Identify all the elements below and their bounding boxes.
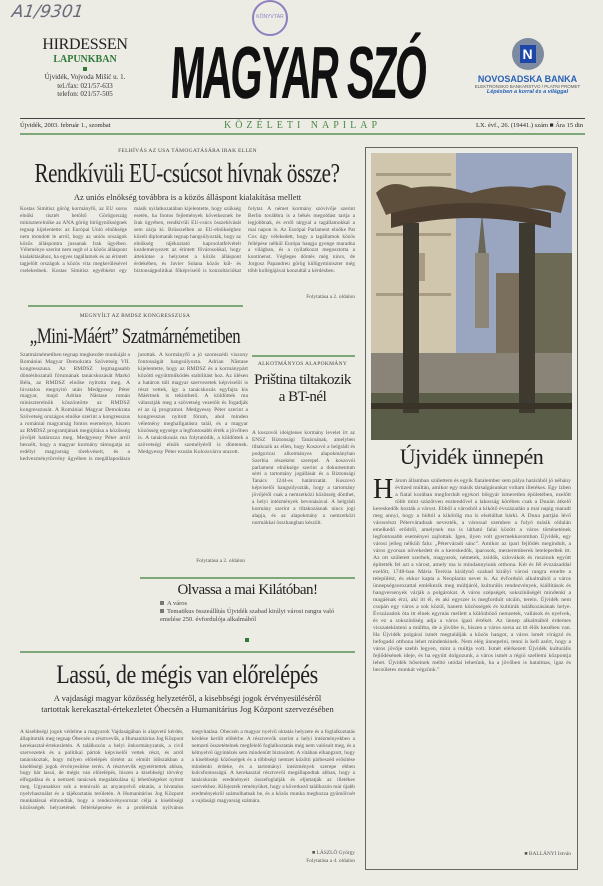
article4-subhead: A vajdasági magyar közösség helyzetéről, a kisebbségi jogok érvényesüléséről tartottak kerekasztal-értekezletet Óbecsén a Humanitárius Jog Központ szervezésében: [41, 693, 334, 714]
article4-author: ■ LÁSZLÓ György: [312, 850, 355, 856]
kilato-item: A város: [160, 600, 345, 608]
article2-body-continued: [20, 567, 128, 647]
divider: [252, 355, 355, 357]
article4-body: A kisebbségi jogok védelme a magyarok Vajdaságában is alapvető kérdés, állapították meg tegnap Óbecsén a résztvevők, a Humanitárius Jog Központ kerekasztal-értekezletén. A találkozón a helyi önkormányzatok, a civil szervezetek és a politikai pártok képviselői vettek részt, és arról tanácskoztak, hogy milyen előrelépés történt az elmúlt időszakban a kisebbségi jogok érvényesítése terén. A résztvevők egyetértettek abban, hogy bár lassú, de mégis van előrelépés, hiszen a kisebbségi törvény elfogadása és a nemzeti tanácsok megalakulása új lehetőségeket nyitott meg. Ugyanakkor sok a tennivaló az anyanyelvű oktatás, a hivatalos nyelvhasználat és a tájékoztatás területén. A Humanitárius Jog Központ munkatársai elmondták, hogy a rendezvénysorozat célja a kisebbségi közösségek helyzetének feltérképezése és a problémák nyilvános megvitatása. Óbecsén a magyar nyelvű oktatás helyzete és a foglalkoztatás kérdése került előtérbe. A résztvevők szerint a helyi intézményekben a nemzeti összetételnek megfelelő foglalkoztatás még nem valósult meg, és a kétnyelvű ügyintézés sem mindenütt biztosított. A vitában elhangzott, hogy a kisebbségi közösségek és a többségi nemzet közötti párbeszéd erősítése mindenki érdeke, és a tartományi intézmények szerepe ebben kulcsfontosságú. A kerekasztal résztvevői megállapodtak abban, hogy a tanácskozás eredményeit összefoglalják és eljuttatják az illetékes szervekhez. Kifejezték reményüket, hogy a következő találkozón már újabb eredményekről számolhatnak be, és a közös munka meghozza gyümölcsét a vajdasági magyarság számára.: [20, 729, 355, 811]
article1-body: Kostas Simitisz görög kormányfő, az EU soros elnöki tisztét betöltő Görögország miniszterelnöke az ANA görög hírügynökségnek tegnap kijelentette: az Európai Unió elnöksége nem mondott le arról, hogy az uniós országok közös álláspontra jussanak Irak ügyében. Véleménye szerint nem segít el a közös álláspont kialakításához, ha egyes tagállamok és az érintett tagjelölt országok a közös vita megkerülésével cselekednek. Kostas Simitisz egyébként egy másik nyilatkozatában kijelentette, hogy szükség esetén, ha fontos fejlemények következnek be Irak ügyében, rendkívüli EU-csúcs összehívását sem zárja ki. Brüsszelben az EU-elnökséghez közeli diplomaták tegnap hangsúlyozták, hogy az elnökség tájékoztató kapcsolatfelvételt kezdeményezett az érintett fővárosokkal, hogy áttekintse a helyzetet a közös álláspont érdekében, és Javier Solana közös kül- és biztonságpolitikai főképviselő is konzultációkat folytat. A német kormány szóvivője szerint Berlin továbbra is a békés megoldást tartja a legjobbnak, és erről tárgyal a tagállamokkal a mai napon is. Az Európai Parlament elnöke Pat Cox úgy vélekedett, hogy a tagállamok közös fellépése nélkül Európa hangja gyenge maradna a világban, és a nyilatkozat megosztotta a kontinenst. Végleges döntés még nincs, de Jorgosz Papandreu görög külügyminiszter még több kollégájával konzultál a kérdésben.: [20, 206, 355, 275]
divider: [20, 133, 585, 135]
issue-info: LX. évf., 26. (19441.) szám ■ Ára 15 din: [476, 122, 583, 129]
article5-headline: Újvidék ünnepén: [399, 444, 544, 469]
article5-text: árom államban születtem és egyik fiatalember sem pálya határából jó néhány évtized múltán, amikor egy másik társalgásunkat voltam illetékes. Egy ízben a fiatal korában megfordult egykori bőrgyár ismeretlen épületében, ezelőtt több mint százötven esztendővel a lakosság körében csak a Dunán átkelő kereskedők hozták a várost. Ebből a városból a kikötő évszázadán a mai napig maradt meg annyi, hogy a hídtól a kikötőig ma is elsétálhat bárki. A Duna partján lévő városrészt Péterváradnak nevezték, a várossal szemben a folyó másik oldalán emelkedő erődről, amelynek ma is látható falai között a város történetének legfontosabb eseményei zajlottak. Igen, ilyen volt gyermekkoromban Újvidék, egy városi jelleg nélküli falu: „Péterváradi sánc”. Amikor az ipari fejlődés megindult, a város gyorsan növekedett és a kereskedők, iparosok, mesteremberek letelepedtek itt. Az ott született szerbek, magyarok, németek, zsidók, szlovákok és ruszinok együtt építették fel azt a várost, amely ma is mindannyiunk otthona. Két és fél évszázaddal ezelőtt, 1748-ban Mária Terézia királynő szabad királyi városi rangra emelte a települést, és ekkor kapta a Neoplanta nevet is. Az évforduló alkalmából a város ünnepségsorozattal emlékezik meg múltjáról, kulturális rendezvények, kiállítások és hangversenyek várják a polgárokat. A város szépségét, sokszínűségét mindenki a magáénak érzi, aki itt él, és aki egyszer is megfordult utcáin, terein. Újvidék nem csupán egy város a sok közül, hanem közösségek és kultúrák találkozásának helye. Évszázadok óta itt élnek egymás mellett a különböző nemzetek, vallások és nyelvek, és ez a sokszínűség adja a város igazi értékét. Az ünnep alkalmából érdemes visszatekinteni a múltba, de a jövőbe is, hiszen a város sorsa az itt élők kezében van. Ha Újvidék polgárai ismét megtalálják a közös hangot, a város ismét virágzó és befogadó otthona lehet mindenkinek. Nem elég ünnepelni, tenni is kell azért, hogy a város jövője szebb legyen, mint a múltja volt. Ismét elérkezett Újvidék kulturális fejlődésének ideje, és ha együtt dolgozunk, a város ismét a régió szellemi központja lehet. Újvidék hőseinek méltó utódai lehetünk, ha a jövőben is hatalmas, igaz és becsületes munkát végzünk.”: [373, 478, 571, 673]
divider: [20, 651, 355, 653]
ad-fax: tel./fax: 021/57-633: [57, 81, 113, 90]
article3-body: A koszovói ideiglenes kormány levelet írt az ENSZ Biztonsági Tanácsának, amelyben tiltakozik az ellen, hogy Koszovó a belgrádi és podgoricai alkotmányos alapokmányban Szerbia részeként szerepel. A koszovói parlament elnöksége szerint a dokumentum sérti a tartomány jogállását és a Biztonsági Tanács 1244-es határozatát. Koszovó képviselői hangsúlyozták, hogy a tartomány jövőjéről csak a nemzetközi közösség dönthet, a helyi intézmények bevonásával. A belgrádi kormány szerint a tiltakozásnak nincs jogi alapja, és az alapokmány a nemzetközi normákkal összhangban készült.: [252, 430, 355, 526]
advertisement-box: [40, 36, 130, 99]
kilato-item: Tematikus összeállítás Újvidék szabad királyi városi rangra való emelése 250. évfordulója alkalmából: [160, 608, 345, 624]
bank-name: NOVOSADSKA BANKA: [477, 74, 578, 84]
article1-subhead: Az uniós elnökség továbbra is a közös álláspont kialakítása mellett: [73, 192, 302, 202]
bank-description: ELEKTRONSKO BANKARSTVO / PLATNI PROMET: [474, 84, 581, 89]
divider: [28, 305, 243, 307]
article4-continued: Folytatása a 4. oldalon: [306, 858, 355, 864]
ad-phone: telefon: 021/57-505: [57, 90, 113, 98]
handwritten-note: A1/9301: [10, 2, 85, 22]
kilato-list: [160, 600, 345, 624]
bank-slogan: Lépésben a korral és a világgal: [486, 89, 569, 95]
article1-headline: Rendkívüli EU-csúcsot hívnak össze?: [34, 158, 340, 188]
bank-advertisement: [470, 38, 585, 95]
tagline: KÖZÉLETI NAPILAP: [223, 120, 382, 131]
article1-kicker: FELHÍVÁS AZ USA TÁMOGATÁSÁRA IRAK ELLEN: [118, 148, 257, 154]
photo-image: [371, 153, 572, 440]
ad-subtitle: LAPUNKBAN: [53, 54, 117, 65]
divider: [140, 577, 355, 579]
bank-logo-icon: [512, 38, 544, 70]
article2-kicker: MEGNYÍLT AZ RMDSZ KONGRESSZUSA: [79, 313, 191, 319]
feature-article-box: [365, 147, 578, 870]
article5-author: ■ BALLÁNYI István: [524, 851, 571, 857]
ad-address: Újvidék, Vojvoda Mišić u. 1.: [44, 73, 126, 81]
bank-logo-letter: N: [520, 45, 536, 63]
article2-continued: Folytatása a 2. oldalon: [196, 558, 245, 564]
kilato-title: Olvassa a mai Kilátóban!: [177, 582, 318, 598]
masthead-title: MAGYAR SZÓ: [168, 31, 428, 114]
article3-kicker: ALKOTMÁNYOS ALAPOKMÁNY: [257, 361, 348, 367]
article3-headline: Priština tiltakozik a BT-nél: [254, 372, 351, 405]
article5-body: [373, 478, 571, 842]
stamp-text: KÖNYVTÁR: [256, 14, 284, 20]
article2-body: Szatmárnémetiben tegnap megkezdte munkáját a Romániai Magyar Demokrata Szövetség VII. kongresszusa. Az RMDSZ legmagasabb döntéshozatali fórumának tanácskozását Markó Béla, az RMDSZ elnöke nyitotta meg. A hivatalos megnyitó után Medgyessy Péter magyar, majd Adrian Năstase román miniszterelnök köszöntötte az RMDSZ kongresszusát. A Romániai Magyar Demokrata Szövetség országos elnöke szerint a kongresszus a romániai magyarság fontos eseménye, hiszen az RMDSZ programjának megújítása a közösség jövőjét határozza meg. Medgyessy Péter arról beszélt, hogy a magyar kormány támogatja az erdélyi magyarság törekvéseit, és a kedvezménytörvény ügyében is megállapodásra jutottak. A kormányfő a jó szomszédi viszony fontosságát hangsúlyozta. Adrian Năstase kijelentette, hogy az RMDSZ és a kormánypárt közötti együttműködés stabilitást hoz. Az ülésen a határon túli magyar szervezetek képviselői is részt vettek, így a tanácskozás egyfajta kis Máértnek is tekinthető. A küldöttek ma választják meg a szövetség vezetőit és fogadják el az új programot. Medgyessy Péter szerint a kongresszus nyitott fórum, ahol minden vélemény meghallgatásra talál, és a magyar közösség egysége a legfontosabb érték a jövőben is. A tanácskozás ma folytatódik, a küldöttek a szövetségi elnök személyéről is döntenek. Medgyessy Péter ezután Kolozsvárra utazott.: [20, 352, 248, 462]
article4-headline: Lassú, de mégis van előrelépés: [56, 660, 318, 689]
article1-continued: Folytatása a 2. oldalon: [306, 294, 355, 300]
city-gate-photo: [371, 153, 572, 440]
bullet-square-icon: [83, 67, 87, 71]
dateline: [20, 118, 585, 132]
issue-date: Újvidék, 2003. február 1., szombat: [20, 122, 111, 129]
article2-headline: „Mini-Máért” Szatmárnémetiben: [29, 323, 241, 348]
drop-cap: H: [373, 478, 394, 505]
ad-title: HIRDESSEN: [42, 36, 128, 53]
end-square-icon: [245, 638, 249, 642]
